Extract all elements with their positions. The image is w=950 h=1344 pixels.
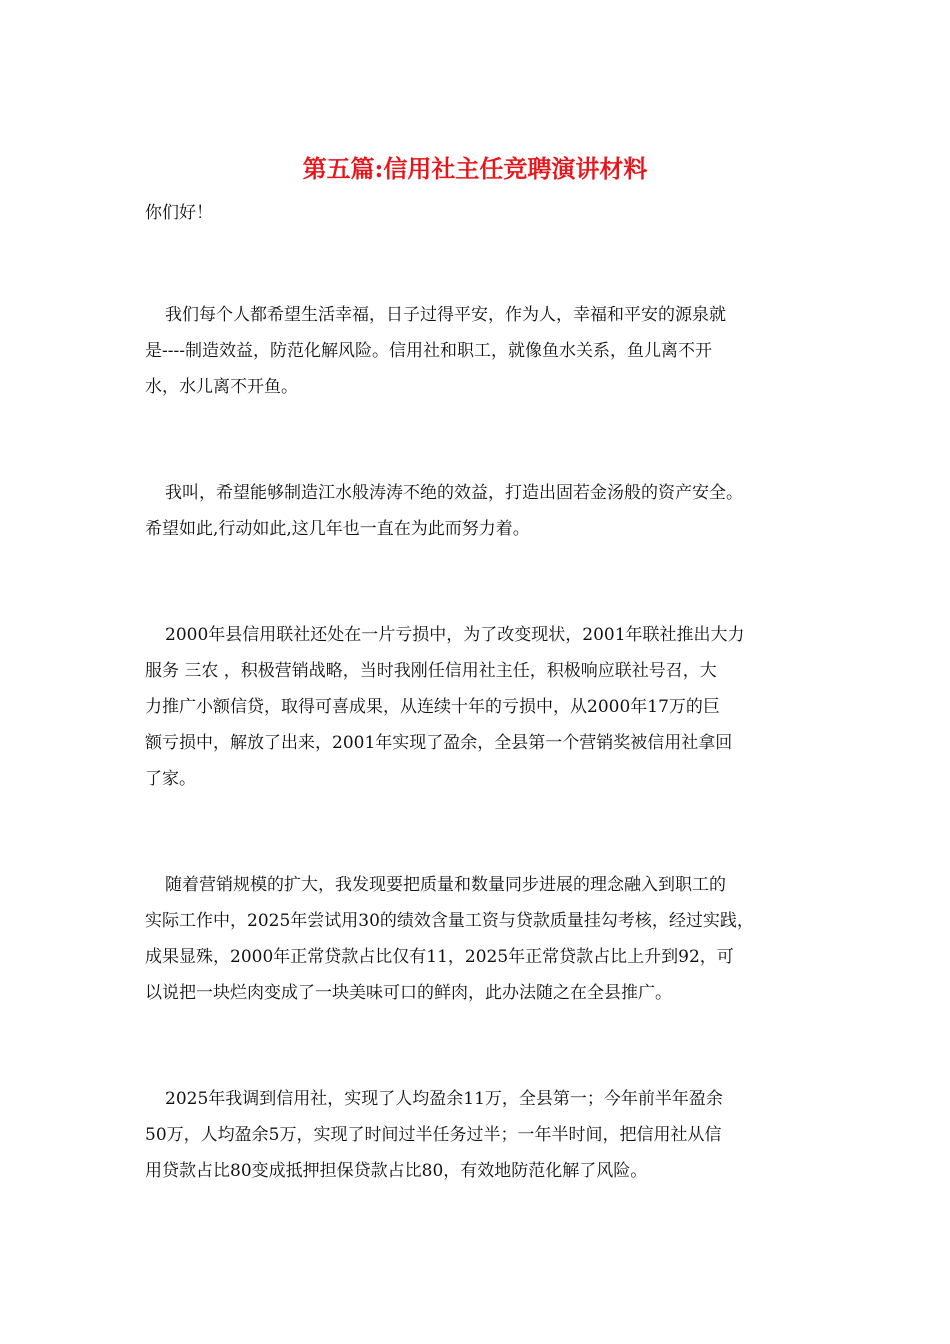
paragraph-line: 以说把一块烂肉变成了一块美味可口的鲜肉，此办法随之在全县推广。 [145,983,672,1003]
paragraph-line: 我叫，希望能够制造江水般涛涛不绝的效益，打造出固若金汤般的资产安全。 [165,483,743,503]
paragraph-line: 了家。 [145,769,196,789]
paragraph-5 [145,1081,835,1189]
paragraph-line: 我们每个人都希望生活幸福，日子过得平安，作为人，幸福和平安的源泉就 [165,305,726,325]
greeting: 你们好！ [145,203,213,223]
paragraph-line: 用贷款占比80变成抵押担保贷款占比80，有效地防范化解了风险。 [145,1161,648,1181]
paragraph-line: 随着营销规模的扩大，我发现要把质量和数量同步进展的理念融入到职工的 [165,875,726,895]
paragraph-line: 水，水儿离不开鱼。 [145,377,298,397]
paragraph-line: 力推广小额信贷，取得可喜成果，从连续十年的亏损中，从2000年17万的巨 [145,697,720,717]
paragraph-line: 2000年县信用联社还处在一片亏损中，为了改变现状，2001年联社推出大力 [165,625,745,645]
paragraph-line: 成果显殊，2000年正常贷款占比仅有11，2025年正常贷款占比上升到92，可 [145,947,734,967]
paragraph-3 [145,617,835,797]
paragraph-line: 服务 三农 ，积极营销战略，当时我刚任信用社主任，积极响应联社号召，大 [145,661,717,681]
paragraph-4 [145,867,835,1011]
paragraph-2 [145,475,835,547]
paragraph-line: 实际工作中，2025年尝试用30的绩效含量工资与贷款质量挂勾考核，经过实践， [145,911,754,931]
paragraph-1 [145,297,835,405]
paragraph-line: 50万，人均盈余5万，实现了时间过半任务过半；一年半时间，把信用社从信 [145,1125,722,1145]
paragraph-line: 是----制造效益，防范化解风险。信用社和职工，就像鱼水关系，鱼儿离不开 [145,341,712,361]
paragraph-line: 2025年我调到信用社，实现了人均盈余11万，全县第一；今年前半年盈余 [165,1089,723,1109]
paragraph-line: 额亏损中，解放了出来，2001年实现了盈余，全县第一个营销奖被信用社拿回 [145,733,733,753]
paragraph-line: 希望如此,行动如此,这几年也一直在为此而努力着。 [145,519,530,539]
document-title: 第五篇:信用社主任竞聘演讲材料 [302,154,648,183]
